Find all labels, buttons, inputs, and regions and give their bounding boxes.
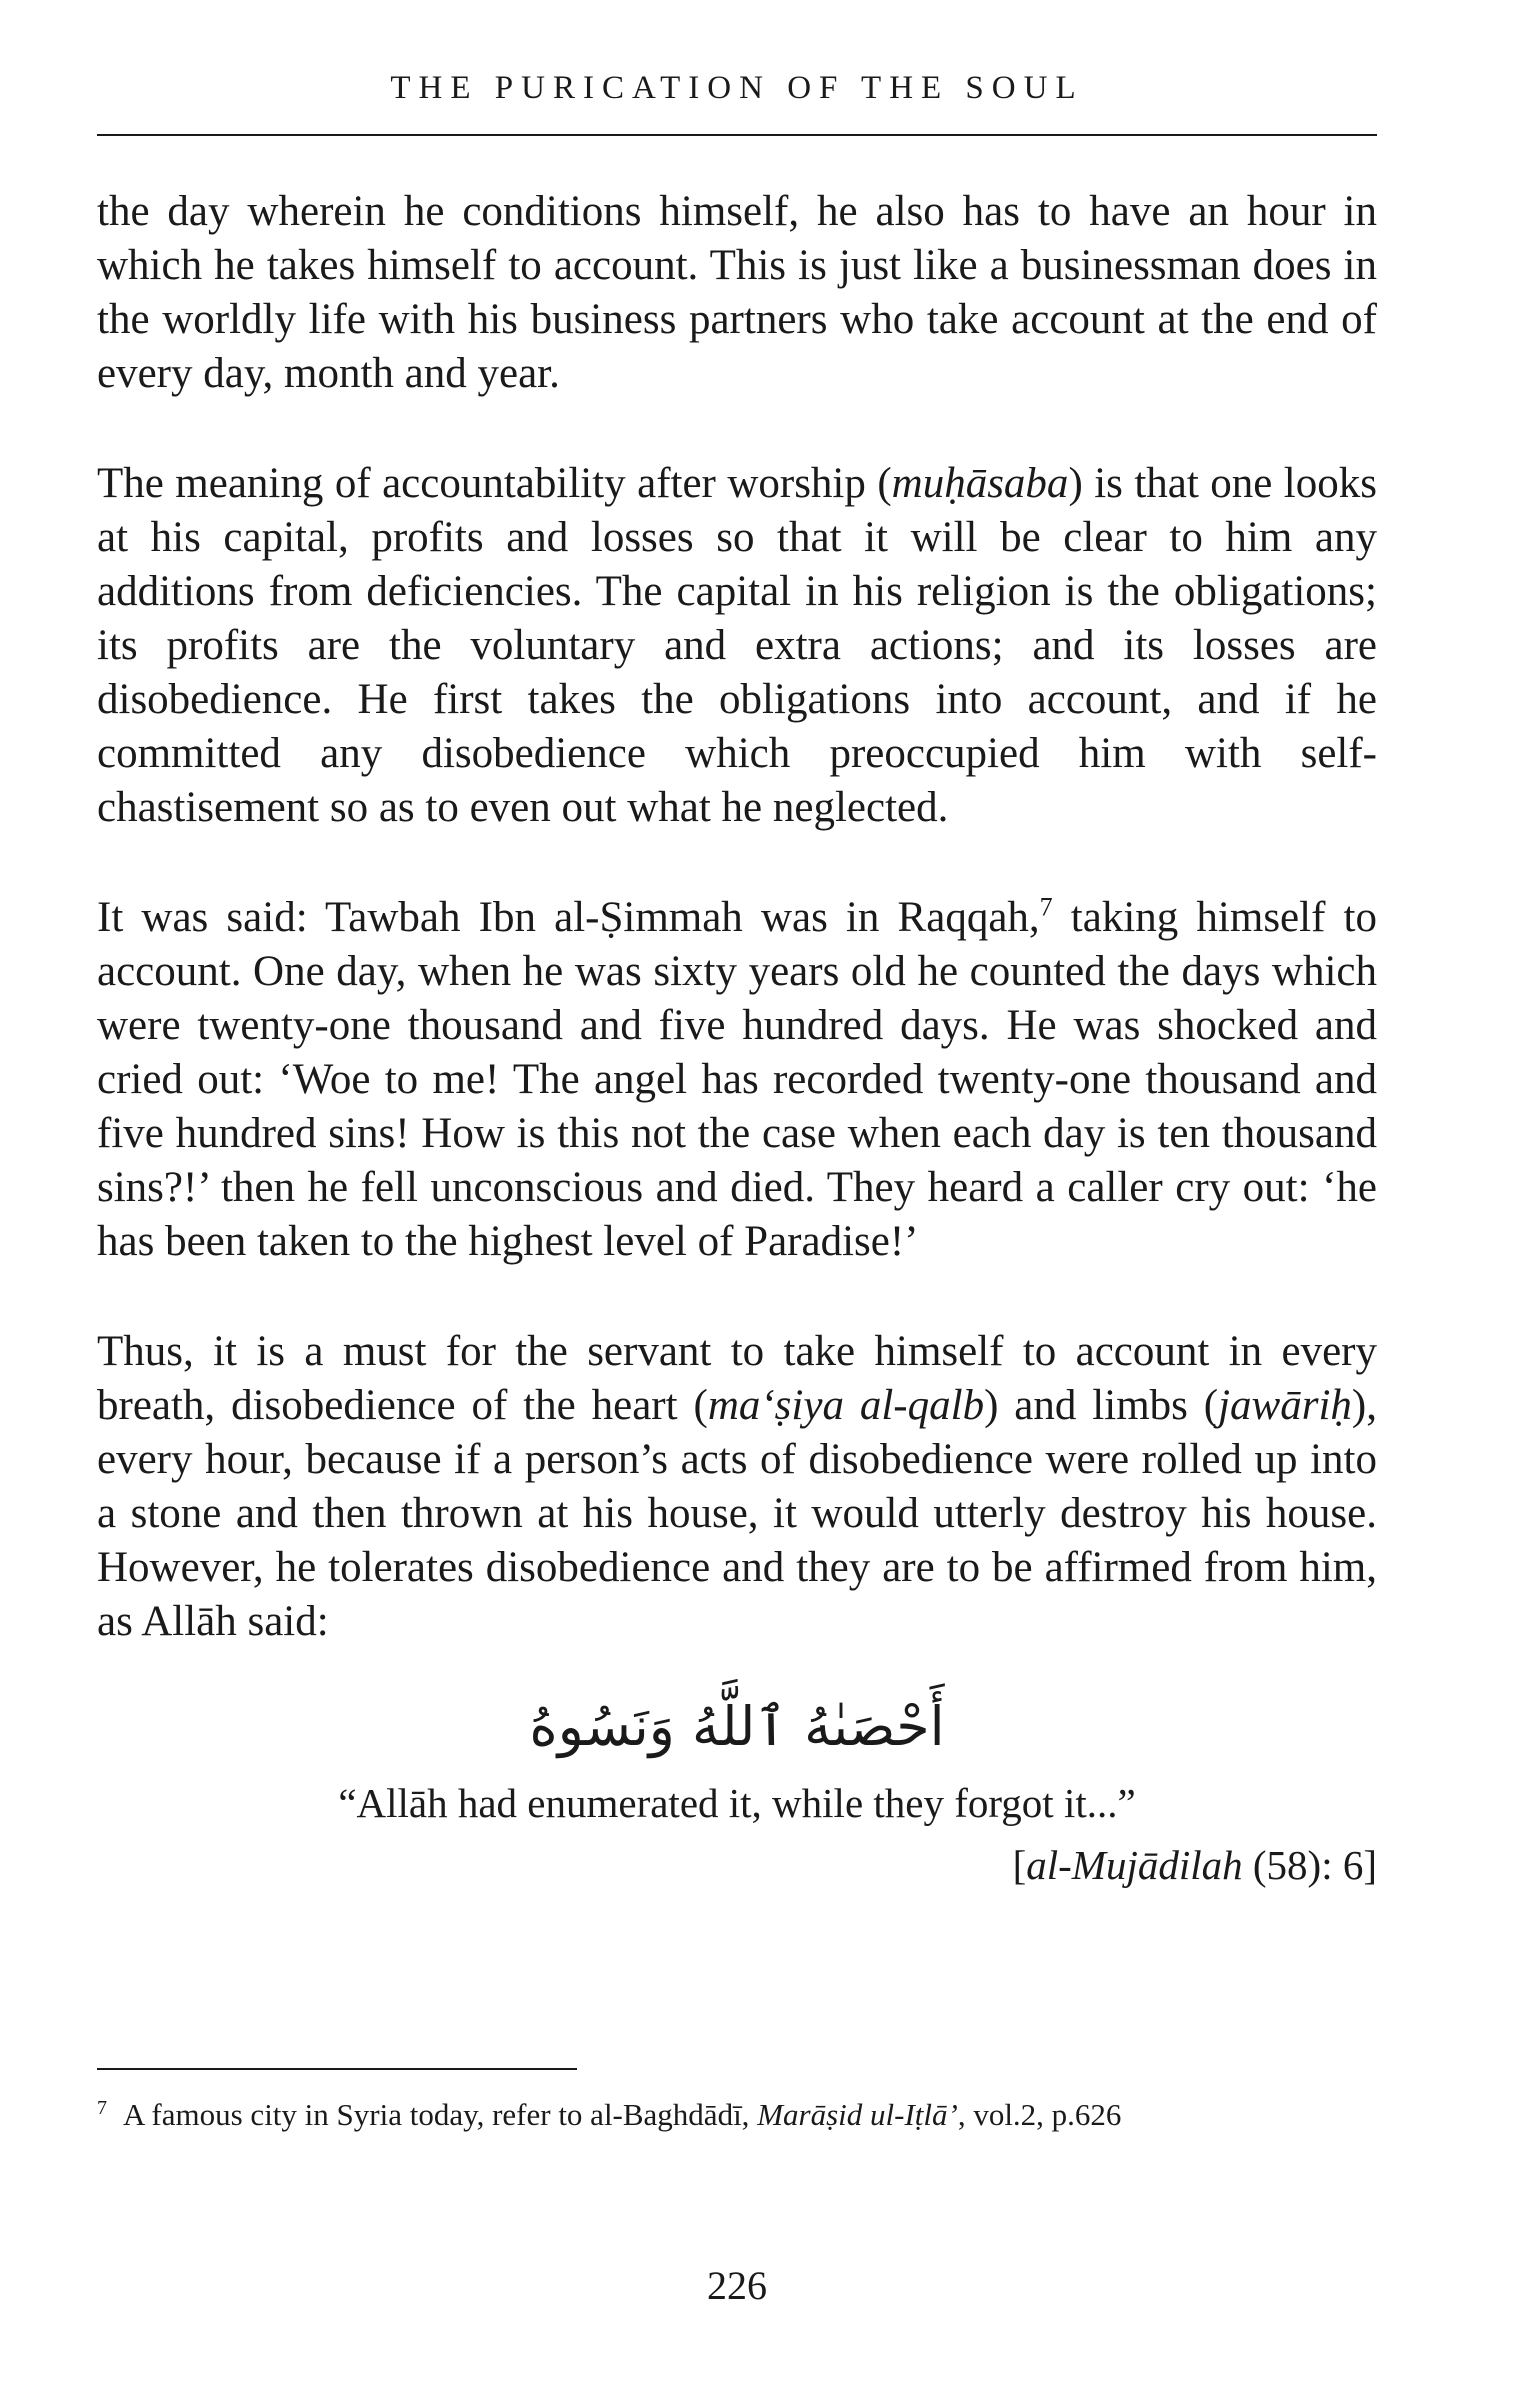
quran-verse-arabic: أَحْصَىٰهُ ٱللَّهُ وَنَسُوهُ xyxy=(529,1695,945,1758)
paragraph-2 xyxy=(97,457,1377,835)
footnote-rule xyxy=(97,2068,577,2070)
paragraph-1: the day wherein he conditions himself, he also has to have an hour in which he takes himself to account. This is just like a businessman does in the worldly life with his business partners who take account at the end of every day, month and year. xyxy=(97,188,1377,397)
citation-surah: al-Mujādilah xyxy=(1026,1842,1243,1888)
footnote-reference: 7 xyxy=(1039,892,1053,922)
term-muhasaba: muḥāsaba xyxy=(891,460,1069,507)
footnote-number: 7 xyxy=(97,2096,107,2119)
quran-citation xyxy=(97,1837,1377,1893)
page-body xyxy=(97,185,1377,1893)
paragraph-2-text-a: The meaning of accountability after worship ( xyxy=(97,460,892,507)
footnote xyxy=(97,2095,1377,2135)
term-masiya-al-qalb: ma‘ṣiya al-qalb xyxy=(707,1382,985,1429)
paragraph-3 xyxy=(97,891,1377,1269)
citation-reference: (58): 6] xyxy=(1242,1842,1377,1888)
paragraph-3-text-b: taking himself to account. One day, when he was sixty years old he counted the days which were twenty-one thousand and five hundred days. He was shocked and cried out: ‘Woe to me! The angel has recorded twenty-one thousand and five hundred sins! How is this not the case when each day is ten thousand sins?!’ then he fell unconscious and died. They heard a caller cry out: ‘he has been taken to the highest level of Paradise!’ xyxy=(97,894,1377,1265)
paragraph-4-text-b: ) and limbs ( xyxy=(984,1382,1219,1429)
paragraph-2-text-b: ) is that one looks at his capital, profits and losses so that it will be clear to him any additions from deficiencies. The capital in his religion is the obligations; its profits are the voluntary and extra actions; and its losses are disobedience. He first takes the obligations into account, and if he committed any disobedience which preoccupied him with self-chastisement so as to even out what he neglected. xyxy=(97,460,1377,831)
paragraph-4 xyxy=(97,1325,1377,1649)
footnote-text-a: A famous city in Syria today, refer to al-Baghdādī, xyxy=(123,2097,758,2132)
header-rule xyxy=(97,134,1377,136)
footnote-work-title: Marāṣid ul-Iṭlā’ xyxy=(757,2097,958,2132)
page-number: 226 xyxy=(707,2263,767,2308)
paragraph-4-text-a: Thus, it is a must for the servant to take himself to account in every breath, disobedience of the heart ( xyxy=(97,1328,1377,1429)
book-page xyxy=(97,0,1377,2385)
running-header: THE PURICATION OF THE SOUL xyxy=(390,70,1084,106)
footnote-text-b: , vol.2, p.626 xyxy=(957,2097,1122,2132)
paragraph-4-text-c: ), every hour, because if a person’s acts of disobedience were rolled up into a stone and then thrown at his house, it would utterly destroy his house. However, he tolerates disobedience and they are to be affirmed from him, as Allāh said: xyxy=(97,1382,1377,1645)
quran-verse-translation: “Allāh had enumerated it, while they forgot it...” xyxy=(338,1780,1136,1826)
term-jawarih: jawāriḥ xyxy=(1218,1382,1352,1429)
citation-open: [ xyxy=(1012,1842,1027,1888)
paragraph-3-text-a: It was said: Tawbah Ibn al-Ṣimmah was in Raqqah, xyxy=(97,894,1040,941)
